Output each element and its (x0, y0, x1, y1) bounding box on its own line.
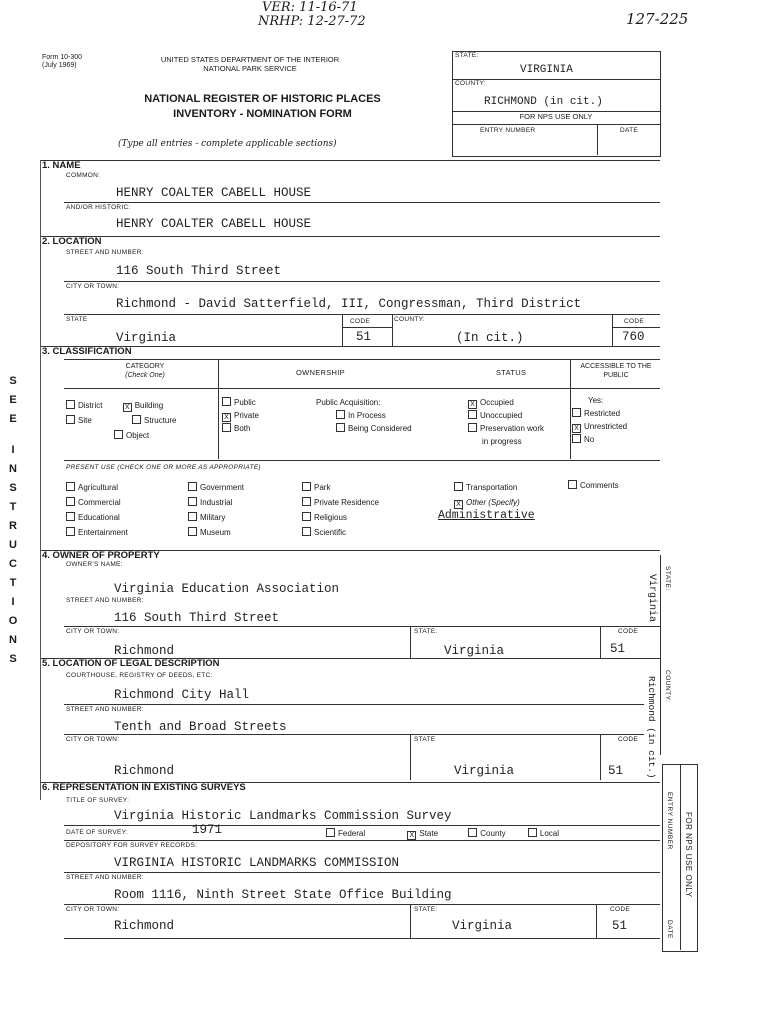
owner-name-label: OWNER'S NAME: (66, 561, 123, 568)
survey-levels: Federal X State County Local (326, 828, 559, 840)
owner-city-label: CITY OR TOWN: (66, 628, 120, 635)
status-head: STATUS (496, 368, 527, 377)
agency: UNITED STATES DEPARTMENT OF THE INTERIOR NATIONAL PARK SERVICE (160, 55, 340, 73)
county-code-label: CODE (624, 318, 644, 325)
survey-title-label: TITLE OF SURVEY: (66, 797, 130, 804)
use-col-1: Agricultural Commercial Educational Entertainment (66, 480, 128, 540)
survey-street-label: STREET AND NUMBER: (66, 874, 144, 881)
location-county-code: 760 (622, 330, 645, 344)
section-1-label: 1. NAME (42, 160, 81, 171)
legal-code-label: CODE (618, 736, 638, 743)
header-state: VIRGINIA (520, 64, 573, 76)
handwritten-ver: VER: 11-16-71 (262, 0, 358, 15)
city-label: CITY OR TOWN: (66, 283, 120, 290)
form-id: Form 10-300 (July 1969) (42, 54, 83, 69)
survey-title: Virginia Historic Landmarks Commission Survey (114, 809, 452, 823)
owner-city: Richmond (114, 644, 175, 658)
survey-city: Richmond (114, 919, 175, 933)
side-state-label: STATE: (664, 566, 671, 591)
category-options: District X Building Site Structure Object (66, 398, 177, 443)
header-state-label: STATE: (455, 52, 479, 59)
side-state: Virginia (646, 574, 657, 623)
owner-street-label: STREET AND NUMBER: (66, 597, 144, 604)
street-label: STREET AND NUMBER: (66, 249, 144, 256)
side-nps-label: FOR NPS USE ONLY (684, 812, 693, 898)
section-3-label: 3. CLASSIFICATION (42, 346, 132, 357)
handwritten-nrhp: NRHP: 12-27-72 (258, 14, 366, 29)
use-col-2: Government Industrial Military Museum (188, 480, 244, 540)
survey-code-label: CODE (610, 906, 630, 913)
common-name: HENRY COALTER CABELL HOUSE (116, 186, 312, 200)
courthouse-label: COURTHOUSE, REGISTRY OF DEEDS, ETC: (66, 672, 213, 679)
owner-code: 51 (610, 642, 626, 656)
section-6-label: 6. REPRESENTATION IN EXISTING SURVEYS (42, 782, 246, 793)
location-county: (In cit.) (456, 331, 524, 345)
historic-label: AND/OR HISTORIC: (66, 204, 131, 211)
header-nps: FOR NPS USE ONLY (519, 112, 593, 121)
historic-name: HENRY COALTER CABELL HOUSE (116, 217, 312, 231)
location-code: 51 (356, 330, 372, 344)
side-date-label: DATE (666, 920, 673, 939)
courthouse: Richmond City Hall (114, 688, 250, 702)
survey-state: Virginia (452, 919, 513, 933)
survey-date-label: DATE OF SURVEY: (66, 829, 129, 836)
side-county-label: COUNTY: (664, 670, 671, 703)
survey-city-label: CITY OR TOWN: (66, 906, 120, 913)
survey-state-label: STATE: (414, 906, 438, 913)
owner-code-label: CODE (618, 628, 638, 635)
status-options: X Occupied Unoccupied Preservation work in progress (468, 396, 544, 448)
common-label: COMMON: (66, 172, 101, 179)
form-title: NATIONAL REGISTER OF HISTORIC PLACES INVENTORY - NOMINATION FORM (144, 93, 381, 120)
handwritten-number: 127-225 (626, 10, 689, 28)
depository: VIRGINIA HISTORIC LANDMARKS COMMISSION (114, 856, 400, 870)
legal-city-label: CITY OR TOWN: (66, 736, 120, 743)
other-use-value: Administrative (438, 509, 535, 522)
owner-state: Virginia (444, 644, 505, 658)
header-entry-label: ENTRY NUMBER (480, 127, 536, 134)
section-5-label: 5. LOCATION OF LEGAL DESCRIPTION (42, 658, 220, 669)
legal-city: Richmond (114, 764, 175, 778)
legal-street: Tenth and Broad Streets (114, 720, 287, 734)
owner-name: Virginia Education Association (114, 582, 340, 596)
survey-street: Room 1116, Ninth Street State Office Building (114, 888, 452, 902)
legal-state: Virginia (454, 764, 515, 778)
owner-state-label: STATE: (414, 628, 438, 635)
survey-code: 51 (612, 919, 628, 933)
form-instructions: (Type all entries - complete applicable sections) (118, 139, 337, 149)
ownership-options: Public X Private Both (222, 396, 259, 435)
header-county-label: COUNTY: (455, 80, 486, 87)
county-label: COUNTY: (394, 316, 425, 323)
side-county: Richmond (in cit.) (646, 676, 657, 779)
side-entry-label: ENTRY NUMBER (666, 792, 673, 850)
code-label: CODE (350, 318, 370, 325)
public-acquisition: Public Acquisition: In Process Being Considered (316, 398, 412, 433)
present-use-label: PRESENT USE (CHECK ONE OR MORE AS APPROPRIATE) (66, 464, 261, 471)
header-county: RICHMOND (in cit.) (484, 96, 603, 108)
location-state: Virginia (116, 331, 177, 345)
location-street: 116 South Third Street (116, 264, 282, 278)
owner-street: 116 South Third Street (114, 611, 280, 625)
section-2-label: 2. LOCATION (42, 236, 102, 247)
survey-date: 1971 (192, 823, 223, 837)
legal-street-label: STREET AND NUMBER: (66, 706, 144, 713)
use-col-4: Transportation X Other (Specify) (454, 480, 520, 510)
see-instructions-side: S E E I N S T R U C T I O N S (8, 375, 18, 665)
depository-label: DEPOSITORY FOR SURVEY RECORDS: (66, 842, 198, 849)
use-col-3: Park Private Residence Religious Scientific (302, 480, 379, 540)
legal-state-label: STATE (414, 736, 436, 743)
state-label: STATE (66, 316, 88, 323)
category-head: CATEGORY (Check One) (125, 363, 165, 379)
legal-code: 51 (608, 764, 624, 778)
access-head: ACCESSIBLE TO THE PUBLIC (580, 363, 652, 379)
location-city: Richmond - David Satterfield, III, Congressman, Third District (116, 297, 582, 311)
section-4-label: 4. OWNER OF PROPERTY (42, 550, 160, 561)
use-comments: Comments (568, 480, 619, 490)
access-options: Yes: Restricted X Unrestricted No (572, 394, 627, 446)
ownership-head: OWNERSHIP (296, 368, 345, 377)
header-date-label: DATE (620, 127, 639, 134)
